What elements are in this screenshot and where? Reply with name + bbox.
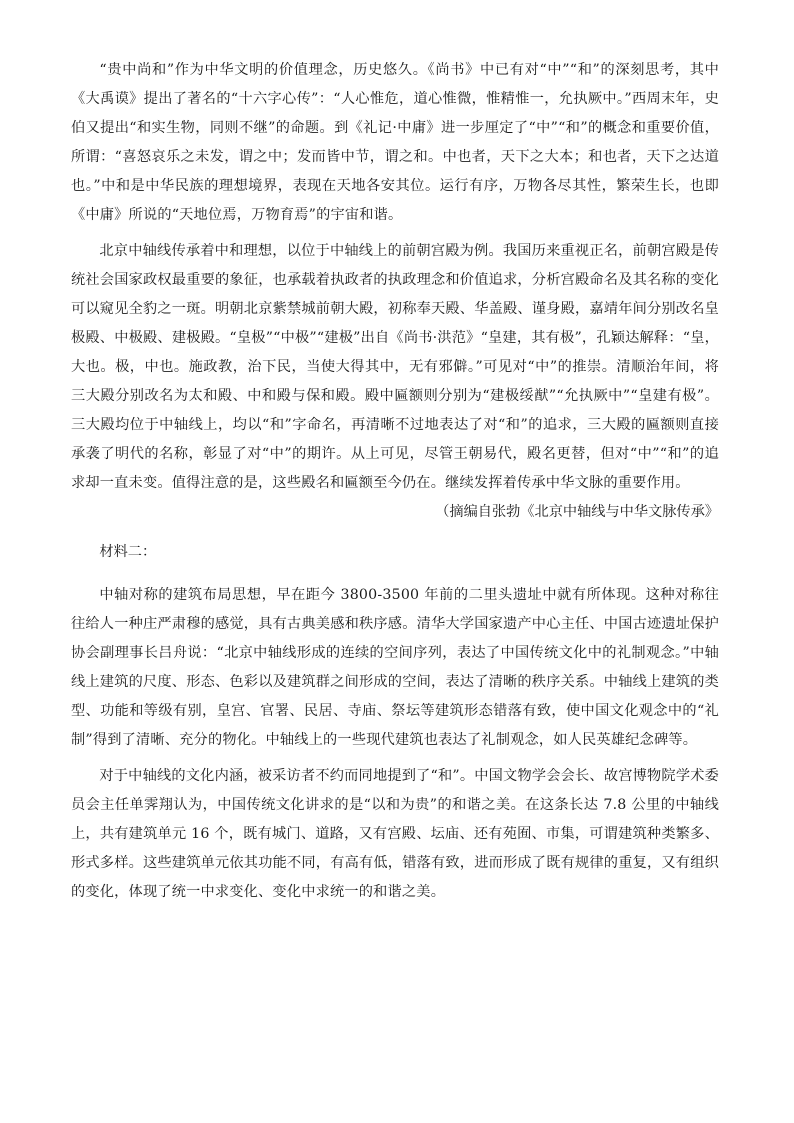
material-two-paragraph-2: 对于中轴线的文化内涵，被采访者不约而同地提到了“和”。中国文物学会会长、故宫博物院学术委员会主任单霁翔认为，中国传统文化讲求的是“以和为贵”的和谐之美。在这条长达 7.8 公里的中轴线上，共有建筑单元 16 个，既有城门、道路，又有宫殿、坛庙、还有苑囿、市集，可谓建筑种类繁多、形式多样。这些建筑单元依其功能不同，有高有低，错落有致，进而形成了既有规律的重复，又有组织的变化，体现了统一中求变化、变化中求统一的和谐之美。: [71, 768, 719, 900]
material-two-heading: 材料二：: [99, 544, 157, 560]
material-one-paragraph-1: “贵中尚和”作为中华文明的价值理念，历史悠久。《尚书》中已有对“中”“和”的深刻思考，其中《大禹谟》提出了著名的“十六字心传”：“人心惟危，道心惟微，惟精惟一，允执厥中。”西周末年，史伯又提出“和实生物，同则不继”的命题。到《礼记·中庸》进一步厘定了“中”“和”的概念和重要价值，所谓：“喜怒哀乐之未发，谓之中；发而皆中节，谓之和。中也者，天下之大本；和也者，天下之达道也。”中和是中华民族的理想境界，表现在天地各安其位。运行有序，万物各尽其性，繁荣生长，也即《中庸》所说的“天地位焉，万物育焉”的宇宙和谐。: [71, 62, 719, 223]
material-one-source: （摘编自张勃《北京中轴线与中华文脉传承》: [435, 504, 719, 520]
material-one-paragraph-2: 北京中轴线传承着中和理想，以位于中轴线上的前朝宫殿为例。我国历来重视正名，前朝宫殿是传统社会国家政权最重要的象征，也承载着执政者的执政理念和价值追求，分析宫殿命名及其名称的变化可以窥见全豹之一斑。明朝北京紫禁城前朝大殿，初称奉天殿、华盖殿、谨身殿，嘉靖年间分别改名皇极殿、中极殿、建极殿。“皇极”“中极”“建极”出自《尚书·洪范》“皇建，其有极”，孔颖达解释：“皇，大也。极，中也。施政教，治下民，当使大得其中，无有邪僻。”可见对“中”的推崇。清顺治年间，将三大殿分别改名为太和殿、中和殿与保和殿。殿中匾额则分别为“建极绥猷”“允执厥中”“皇建有极”。三大殿均位于中轴线上，均以“和”字命名，再清晰不过地表达了对“和”的追求，三大殿的匾额则直接承袭了明代的名称，彰显了对“中”的期许。从上可见，尽管王朝易代，殿名更替，但对“中”“和”的追求却一直未变。值得注意的是，这些殿名和匾额至今仍在。继续发挥着传承中华文脉的重要作用。: [71, 243, 719, 491]
material-two-paragraph-1: 中轴对称的建筑布局思想，早在距今 3800-3500 年前的二里头遗址中就有所体现。这种对称往往给人一种庄严肃穆的感觉，具有古典美感和秩序感。清华大学国家遗产中心主任、中国古迹遗址保护协会副理事长吕舟说：“北京中轴线形成的连续的空间序列，表达了中国传统文化中的礼制观念。”中轴线上建筑的尺度、形态、色彩以及建筑群之间形成的空间，表达了清晰的秩序关系。中轴线上建筑的类型、功能和等级有别，皇宫、官署、民居、寺庙、祭坛等建筑形态错落有致，使中国文化观念中的“礼制”得到了清晰、充分的物化。中轴线上的一些现代建筑也表达了礼制观念，如人民英雄纪念碑等。: [71, 587, 719, 748]
document-page: [71, 56, 719, 907]
